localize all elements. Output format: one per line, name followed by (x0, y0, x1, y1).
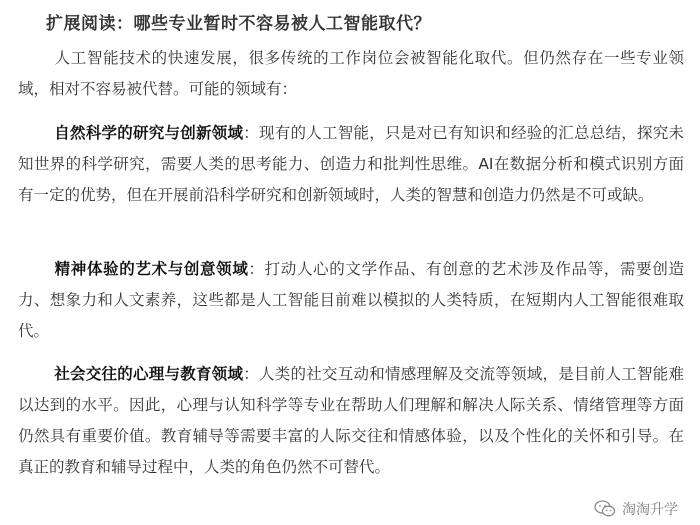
section-science (18, 118, 684, 211)
section-body: ：人类的社交互动和情感理解及交流等领域，是目前人工智能难以达到的水平。因此，心理与认知科学等专业在帮助人们理解和解决人际关系、情绪管理等方面仍然具有重要价值。教育辅导等需要丰富的人际交往和情感体验，以及个性化的关怀和引导。在真正的教育和辅导过程中，人类的角色仍然不可替代。 (18, 365, 684, 476)
intro-paragraph (18, 43, 684, 105)
section-social (18, 359, 684, 483)
article-title: 扩展阅读：哪些专业暂时不容易被人工智能取代？ (46, 14, 431, 34)
watermark-text: 淘淘升学 (622, 502, 678, 518)
section-heading: 自然科学的研究与创新领域 (54, 124, 244, 142)
section-heading: 精神体验的艺术与创意领域 (54, 260, 249, 278)
section-art (18, 254, 684, 347)
section-heading: 社会交往的心理与教育领域 (54, 365, 244, 383)
wechat-icon (594, 500, 616, 518)
watermark (594, 499, 678, 519)
intro-text: 人工智能技术的快速发展，很多传统的工作岗位会被智能化取代。但仍然存在一些专业领域，相对不容易被代替。可能的领域有： (18, 49, 684, 98)
section-body: ：打动人心的文学作品、有创意的艺术涉及作品等，需要创造力、想象力和人文素养，这些都是人工智能目前难以模拟的人类特质，在短期内人工智能很难取代。 (18, 260, 684, 340)
section-body: ：现有的人工智能，只是对已有知识和经验的汇总总结，探究未知世界的科学研究，需要人类的思考能力、创造力和批判性思维。AI在数据分析和模式识别方面有一定的优势，但在开展前沿科学研究和创新领域时，人类的智慧和创造力仍然是不可或缺。 (18, 124, 684, 204)
